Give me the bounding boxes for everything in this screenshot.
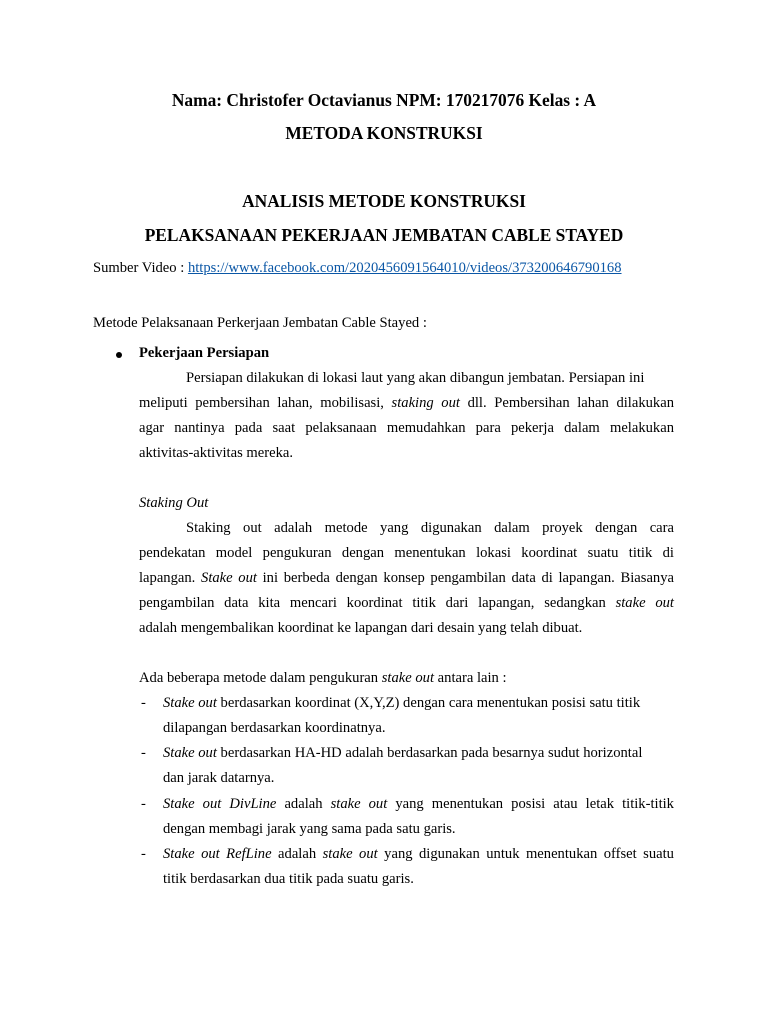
method-4-line-1: Stake out RefLine adalah stake out yang digunakan untuk menentukan offset suatu (163, 846, 674, 862)
staking-line-4: pengambilan data kita mencari koordinat titik dari lapangan, sedangkan stake out (139, 595, 674, 611)
method-3-line-1: Stake out DivLine adalah stake out yang menentukan posisi atau letak titik-titik (163, 796, 674, 812)
persiapan-line-2: meliputi pembersihan lahan, mobilisasi, staking out dll. Pembersihan lahan dilakukan (139, 395, 674, 411)
method-2-line-1: Stake out berdasarkan HA-HD adalah berdasarkan pada besarnya sudut horizontal (163, 745, 643, 761)
method-4-line-2: titik berdasarkan dua titik pada suatu garis. (163, 871, 414, 887)
methods-intro: Ada beberapa metode dalam pengukuran stake out antara lain : (139, 670, 507, 686)
dash-marker: - (141, 745, 146, 761)
section-heading-persiapan: Pekerjaan Persiapan (139, 345, 270, 361)
analysis-title: ANALISIS METODE KONSTRUKSI (242, 191, 526, 211)
method-3-line-2: dengan membagi jarak yang sama pada satu garis. (163, 821, 456, 837)
staking-line-3: lapangan. Stake out ini berbeda dengan konsep pengambilan data di lapangan. Biasanya (139, 570, 674, 586)
dash-marker: - (141, 695, 146, 711)
source-line (93, 259, 622, 277)
staking-line-1: Staking out adalah metode yang digunakan dalam proyek dengan cara (186, 520, 674, 536)
persiapan-line-4: aktivitas-aktivitas mereka. (139, 445, 293, 461)
persiapan-line-3: agar nantinya pada saat pelaksanaan memudahkan para pekerja dalam melakukan (139, 420, 674, 436)
bullet-icon (116, 352, 122, 358)
method-1-line-2: dilapangan berdasarkan koordinatnya. (163, 720, 386, 736)
staking-line-5: adalah mengembalikan koordinat ke lapangan dari desain yang telah dibuat. (139, 620, 583, 636)
project-title: PELAKSANAAN PEKERJAAN JEMBATAN CABLE STAYED (144, 225, 624, 245)
source-video-link[interactable]: https://www.facebook.com/2020456091564010/videos/373200646790168 (187, 260, 622, 276)
staking-heading: Staking Out (139, 495, 209, 511)
staking-line-2: pendekatan model pengukuran dengan menentukan lokasi koordinat suatu titik di (139, 545, 674, 561)
source-label: Sumber Video : (93, 260, 188, 276)
course-title: METODA KONSTRUKSI (285, 123, 483, 143)
identity-line: Nama: Christofer Octavianus NPM: 170217076 Kelas : A (171, 90, 597, 110)
intro-text: Metode Pelaksanaan Perkerjaan Jembatan Cable Stayed : (93, 315, 427, 331)
method-1-line-1: Stake out berdasarkan koordinat (X,Y,Z) dengan cara menentukan posisi satu titik (163, 695, 641, 711)
persiapan-line-1: Persiapan dilakukan di lokasi laut yang akan dibangun jembatan. Persiapan ini (186, 370, 645, 386)
dash-marker: - (141, 846, 146, 862)
method-2-line-2: dan jarak datarnya. (163, 770, 275, 786)
dash-marker: - (141, 796, 146, 812)
